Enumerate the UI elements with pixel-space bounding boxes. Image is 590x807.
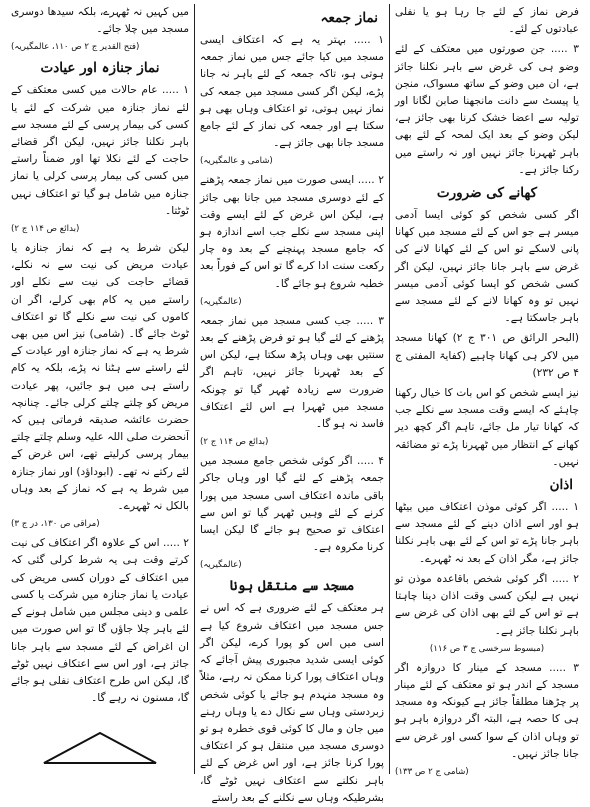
paragraph: ۲ ..... ایسی صورت میں نماز جمعہ پڑھنے کے لئے دوسری مسجد میں جانا بھی جائز ہے، لیکن اس غرض کے لئے ایسے وقت اپنی مسجد سے نکلے جب اسے اندازہ ہو کہ جامع مسجد پہنچنے کے بعد وہ چار رکعت سنت ادا کرے گا تو اس کے فوراً بعد خطبہ شروع ہو جائے گا۔ [200, 174, 384, 290]
paragraph: میں کہیں نہ ٹھہرے، بلکہ سیدھا دوسری مسجد میں چلا جائے۔ [11, 6, 189, 36]
reference: (مبسوط سرخسی ج ۳ ص ۱۱۶) [429, 643, 545, 654]
paragraph: ۲ ..... اگر کوئی شخص باقاعدہ موذن تو نہیں ہے لیکن کسی وقت اذان دینا چاہتا ہے تو اس کے لئے بھی اذان کی غرض سے باہر نکلنا جائز ہے۔ [395, 572, 579, 637]
section-heading: نماز جمعہ [320, 10, 378, 26]
reference: (مراقی ص ۱۳۰، در ج ۳) [11, 519, 100, 530]
paragraph: فرض نماز کے لئے جا رہا ہو یا نفلی عبادتوں کے لئے۔ [395, 6, 579, 36]
paragraph: ۲ ..... اس کے علاوہ اگر اعتکاف کی نیت کرتے وقت ہی یہ شرط کرلی گئی کہ میں اعتکاف کے دوران کسی مریض کی عیادت یا نماز جنازہ میں شرکت یا کسی علمی و دینی مجلس میں شامل ہونے کے لئے باہر چلا جاؤں گا تو اس صورت میں ان اغراض کے لئے مسجد سے باہر جانا جائز ہے، اور اس سے اعتکاف نہیں ٹوٹے گا، لیکن اس طرح اعتکاف نفلی ہو جائے گا، مسنون نہ رہے گا۔ [11, 537, 189, 705]
reference: (فتح القدیر ج ۲ ص ۱۱۰، عالمگیریہ) [11, 42, 140, 53]
reference: (البحر الرائق ص ۳۰۱ ج ۲) کھانا مسجد میں لاکر ہی کھانا چاہیے (کفایۃ المفتی ج ۴ ص ۲۳۲) [395, 332, 579, 379]
paragraph: نیز ایسے شخص کو اس بات کا خیال رکھنا چاہئے کہ ایسے وقت مسجد سے نکلے جب کہ کھانا تیار مل جائے، تاہم اگر کچھ دیر کھانے کے انتظار میں ٹھہرنا پڑے تو مضائقہ نہیں۔ [395, 387, 579, 468]
reference: (شامی ج ۲ ص ۱۳۳) [395, 766, 469, 777]
reference: (عالمگیریہ) [200, 560, 242, 571]
reference: (عالمگیریہ) [200, 296, 242, 307]
paragraph: ۳ ..... جن صورتوں میں معتکف کے لئے وضو ہی کی غرض سے باہر نکلنا جائز ہے، ان میں وضو کے ساتھ مسواک، منجن یا پیسٹ سے دانت مانجھنا صابن لگانا اور تولیہ سے اعضا خشک کرنا بھی جائز ہے، لیکن وضو کے بعد ایک لمحہ کے لئے بھی باہر ٹھہرنا جائز نہیں اور نہ راستے میں رکنا جائز ہے۔ [395, 43, 579, 176]
paragraph: ۴ ..... اگر کوئی شخص جامع مسجد میں جمعہ پڑھنے کے لئے گیا اور وہاں جاکر باقی ماندہ اعتکاف اسی مسجد میں پورا کرنے کے لئے وہیں ٹھہر گیا تو اس سے اعتکاف تو صحیح ہو جائے گا لیکن ایسا کرنا مکروہ ہے۔ [200, 455, 384, 554]
section-heading: کھانے کی ضرورت [436, 185, 538, 202]
paragraph: اگر کسی شخص کو کوئی ایسا آدمی میسر ہے جو اس کے لئے مسجد میں کھانا پانی لاسکے تو اس کے لئے کھانا لانے کی غرض سے باہر جانا جائز نہیں، لیکن اگر کسی شخص کو ایسا کوئی آدمی میسر نہیں تو وہ کھانا لانے کے لئے مسجد سے باہر جاسکتا ہے۔ [395, 209, 579, 325]
right-column [390, 4, 584, 777]
paragraph: ۳ ..... مسجد کے مینار کا دروازہ اگر مسجد کے اندر ہو تو معتکف کے لئے مینار پر چڑھنا مطلقاً جائز ہے کیونکہ وہ مسجد ہی کا حصہ ہے، البتہ اگر دروازہ باہر ہو تو وہاں اذان کے سوا کسی اور غرض سے جانا جائز نہیں۔ [395, 661, 579, 760]
section-heading: نماز جنازہ اور عیادت [40, 60, 160, 77]
paragraph: ۳ ..... جب کسی مسجد میں نماز جمعہ پڑھنے کے لئے گیا ہو تو فرض پڑھنے کے بعد سنتیں بھی وہاں پڑھ سکتا ہے، لیکن اس کے بعد ٹھہرنا جائز نہیں، تاہم اگر ضرورت سے زیادہ ٹھہر گیا تو چونکہ مسجد میں ٹھہرا ہے اس لئے اعتکاف فاسد نہ ہو گا۔ [200, 314, 384, 431]
paragraph: ۱ ..... اگر کوئی موذن اعتکاف میں بیٹھا ہو اور اسے اذان دینے کے لئے مسجد سے باہر جانا پڑے تو اس کے لئے بھی باہر نکلنا جائز ہے، مگر اذان کے بعد نہ ٹھہرے۔ [395, 501, 579, 565]
paragraph: ۱ ..... بہتر یہ ہے کہ اعتکاف ایسی مسجد میں کیا جائے جس میں نماز جمعہ ہوتی ہو، تاکہ جمعہ کے لئے باہر نہ جانا پڑے، لیکن اگر کسی مسجد میں جمعہ کی نماز نہیں ہوتی، تو اعتکاف وہاں بھی ہو سکتا ہے اور جمعہ کی نماز کے لئے جامع مسجد جانا بھی جائز ہے۔ [200, 34, 384, 150]
middle-column [194, 4, 390, 804]
triangle-ornament-icon [40, 731, 160, 765]
left-column [6, 4, 194, 774]
paragraph: لیکن شرط یہ ہے کہ نماز جنازہ یا عیادت مریض کی نیت سے نہ نکلے، قضائے حاجت کی نیت سے نکلے اور راستے میں یہ کام بھی کرلے، اگر ان کاموں کی نیت سے نکلے گا تو اعتکاف ٹوٹ جائے گا۔ (شامی) نیز اس میں بھی شرط یہ ہے کہ نماز جنازہ اور عیادت کے لئے راستے سے ہٹنا نہ پڑے، بلکہ یہ کام راستے ہی میں ہو جائیں، پھر عیادت مریض کو چلتے چلتے کرلی جائے۔ چنانچہ حضرت عائشہ صدیقہ فرماتی ہیں کہ آنحضرت صلی اللہ علیہ وسلم چلتے چلتے بیمار پرسی کرلیتے تھے، اس غرض کے لئے رکتے نہ تھے۔ (ابوداؤد) اور نماز جنازہ میں شرط یہ ہے کہ نماز کے بعد وہاں بالکل نہ ٹھہرے۔ [11, 242, 189, 513]
paragraph: ہر معتکف کے لئے ضروری ہے کہ اس نے جس مسجد میں اعتکاف شروع کیا ہے اسی میں اس کو پورا کرے، لیکن اگر کوئی ایسی شدید مجبوری پیش آجائے کہ وہاں اعتکاف پورا کرنا ممکن نہ رہے، مثلاً وہ مسجد منہدم ہو جائے یا کوئی شخص زبردستی وہاں سے نکال دے یا وہاں رہنے میں جان و مال کا کوئی قوی خطرہ ہو تو دوسری مسجد میں منتقل ہو کر اعتکاف پورا کرنا جائز ہے، اور اس غرض کے لئے باہر نکلنے سے اعتکاف نہیں ٹوٹے گا، بشرطیکہ وہاں سے نکلنے کے بعد راستے [200, 602, 384, 804]
reference: (بدائع ص ۱۱۴ ج ۲) [11, 224, 80, 235]
reference: (شامی و عالمگیریہ) [200, 156, 273, 167]
reference: (بدائع ص ۱۱۴ ج ۲) [200, 437, 269, 448]
section-heading: اذان [549, 477, 573, 494]
paragraph: ۱ ..... عام حالات میں کسی معتکف کے لئے نماز جنازہ میں شرکت کے لئے یا کسی کی بیمار پرسی کے لئے مسجد سے باہر نکلنا جائز نہیں، لیکن اگر قضائے حاجت کے لئے نکلا تھا اور ضمناً راستے میں کسی کی بیمار پرسی کرلی یا نماز جنازہ میں شامل ہو گیا تو اعتکاف نہیں ٹوٹتا۔ [11, 84, 189, 217]
section-heading: مسجد سے منتقل ہونا [229, 578, 355, 595]
